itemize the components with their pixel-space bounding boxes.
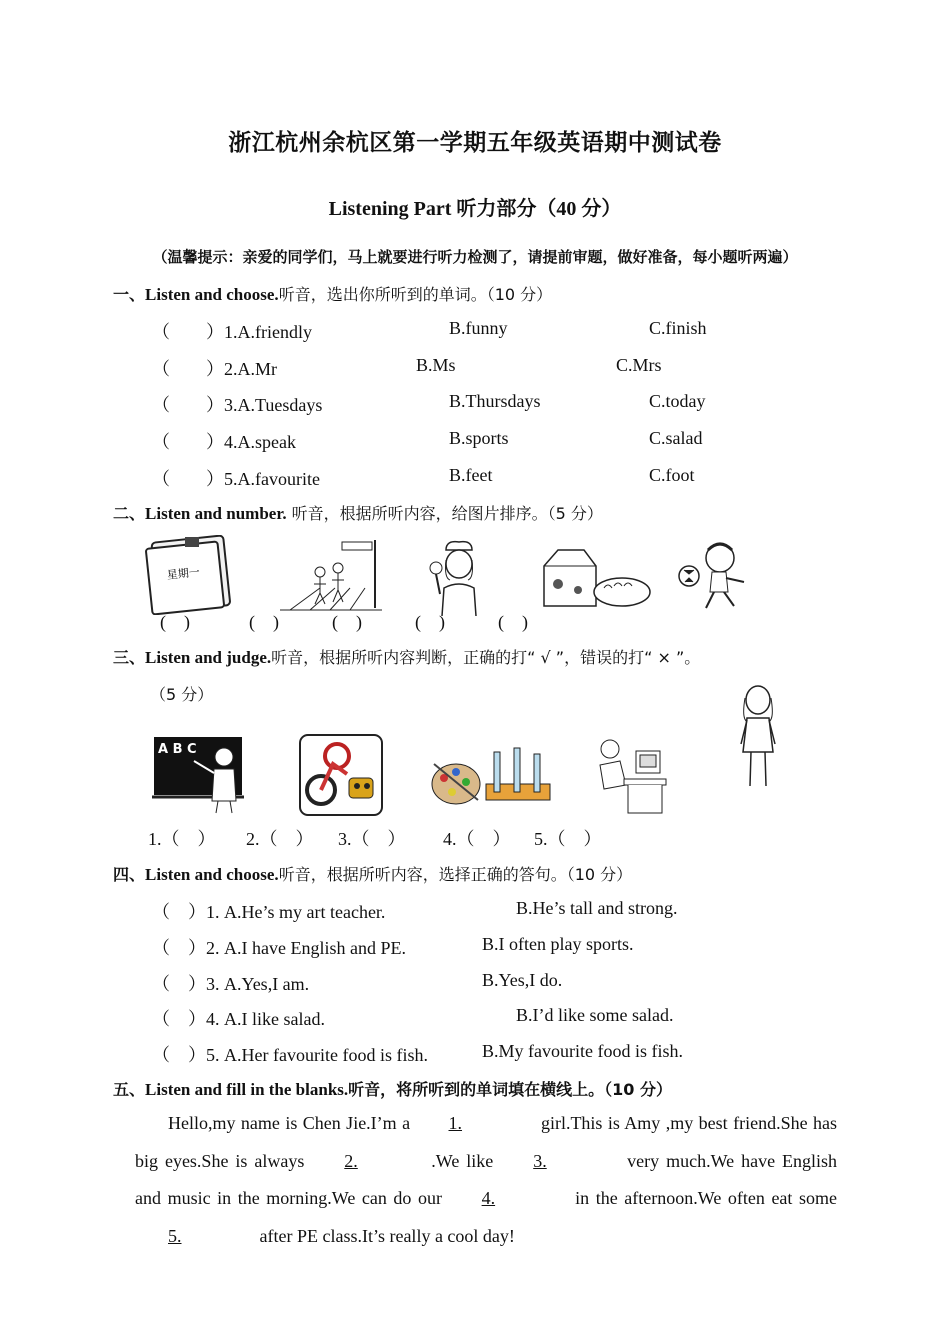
listening-part-subtitle: Listening Part 听力部分（40 分） [328, 198, 622, 220]
s3-label-2[interactable]: 2.（ ） [246, 829, 314, 849]
s4-item-5-b: B.My favourite food is fish. [482, 1041, 683, 1061]
s1-item-5-b: B.feet [449, 465, 493, 485]
calendar-label: 星期一 [166, 565, 201, 582]
s1-item-2-c: C.Mrs [616, 355, 662, 375]
computer-user-image [596, 735, 668, 815]
para-text-4: very much.We have English and music in the morning.We can do our [135, 1150, 838, 1208]
s3-label-3[interactable]: 3.（ ） [338, 829, 406, 849]
s1-item-1-a: （ ）1.A.friendly [152, 322, 312, 342]
s4-item-2-b: B.I often play sports. [482, 934, 634, 954]
s2-paren-5[interactable]: ( ) [498, 612, 528, 632]
s4-item-5-a: （ ）5. A.Her favourite food is fish. [152, 1045, 428, 1065]
s2-paren-4[interactable]: ( ) [415, 612, 445, 632]
s1-item-3-b: B.Thursdays [449, 391, 541, 411]
s2-paren-2[interactable]: ( ) [249, 612, 279, 632]
s1-item-1-b: B.funny [449, 318, 508, 338]
s2-paren-3[interactable]: ( ) [332, 612, 362, 632]
s1-item-4-b: B.sports [449, 428, 509, 448]
s4-item-4-a: （ ）4. A.I like salad. [152, 1009, 325, 1029]
paint-science-image [430, 744, 552, 810]
milk-bread-image [540, 546, 652, 610]
page-title: 浙江杭州余杭区第一学期五年级英语期中测试卷 [228, 130, 722, 156]
s4-item-4-b: B.I’d like some salad. [516, 1005, 674, 1025]
s1-item-3-a: （ ）3.A.Tuesdays [152, 395, 323, 415]
bike-robot-image [299, 734, 383, 816]
fill-blanks-paragraph [135, 1105, 837, 1255]
para-text-1: Hello,my name is Chen Jie.I’m a [168, 1113, 416, 1133]
blackboard-text: A B C [158, 742, 197, 757]
girl-standing-image [735, 682, 781, 792]
section-1-heading: 一、Listen and choose.听音，选出你所听到的单词。（10 分） [113, 285, 553, 304]
s1-item-3-c: C.today [649, 391, 706, 411]
s1-item-4-a: （ ）4.A.speak [152, 432, 296, 452]
s1-item-4-c: C.salad [649, 428, 703, 448]
s1-item-1-c: C.finish [649, 318, 707, 338]
boy-football-image [676, 538, 754, 614]
para-text-6: after PE class.It’s really a cool day! [255, 1225, 515, 1246]
para-text-3: .We like [431, 1150, 501, 1171]
tip-note: （温馨提示：亲爱的同学们，马上就要进行听力检测了，请提前审题，做好准备，每小题听两遍） [152, 248, 798, 266]
section-4-heading: 四、Listen and choose.听音，根据所听内容，选择正确的答句。（10 分） [113, 865, 633, 884]
crosswalk-scene-image [280, 538, 382, 614]
blank-2[interactable]: 2. [344, 1150, 358, 1171]
s1-item-2-a: （ ）2.A.Mr [152, 359, 277, 379]
blank-5[interactable]: 5. [168, 1225, 182, 1246]
para-text-2: girl.This is Amy ,my best friend.She has big eyes.She is always [135, 1113, 837, 1171]
s3-label-1[interactable]: 1.（ ） [148, 829, 216, 849]
s4-item-3-a: （ ）3. A.Yes,I am. [152, 974, 310, 994]
calendar-image [145, 535, 235, 615]
para-text-5: in the afternoon.We often eat some [568, 1188, 837, 1208]
section-3-heading: 三、Listen and judge.听音，根据所听内容判断，正确的打“ √ ”，错误的打“ × ”。 [113, 648, 701, 667]
s4-item-1-a: （ ）1. A.He’s my art teacher. [152, 902, 386, 922]
blank-3[interactable]: 3. [533, 1150, 547, 1171]
s3-label-4[interactable]: 4.（ ） [443, 829, 511, 849]
section-3-score: （5 分） [150, 685, 214, 704]
section-5-heading: 五、Listen and fill in the blanks.听音，将所听到的单词填在横线上。（10 分） [113, 1080, 672, 1099]
cook-woman-image [424, 538, 494, 616]
blank-4[interactable]: 4. [481, 1188, 496, 1208]
s1-item-5-c: C.foot [649, 465, 695, 485]
s4-item-1-b: B.He’s tall and strong. [516, 898, 678, 918]
s1-item-5-a: （ ）5.A.favourite [152, 469, 320, 489]
s4-item-2-a: （ ）2. A.I have English and PE. [152, 938, 406, 958]
s4-item-3-b: B.Yes,I do. [482, 970, 563, 990]
blank-1[interactable]: 1. [448, 1113, 463, 1133]
s3-label-5[interactable]: 5.（ ） [534, 829, 602, 849]
teacher-blackboard-image [152, 735, 244, 815]
section-2-heading: 二、Listen and number. 听音，根据所听内容，给图片排序。（5 分） [113, 504, 603, 523]
s2-paren-1[interactable]: ( ) [160, 612, 190, 632]
s1-item-2-b: B.Ms [416, 355, 456, 375]
